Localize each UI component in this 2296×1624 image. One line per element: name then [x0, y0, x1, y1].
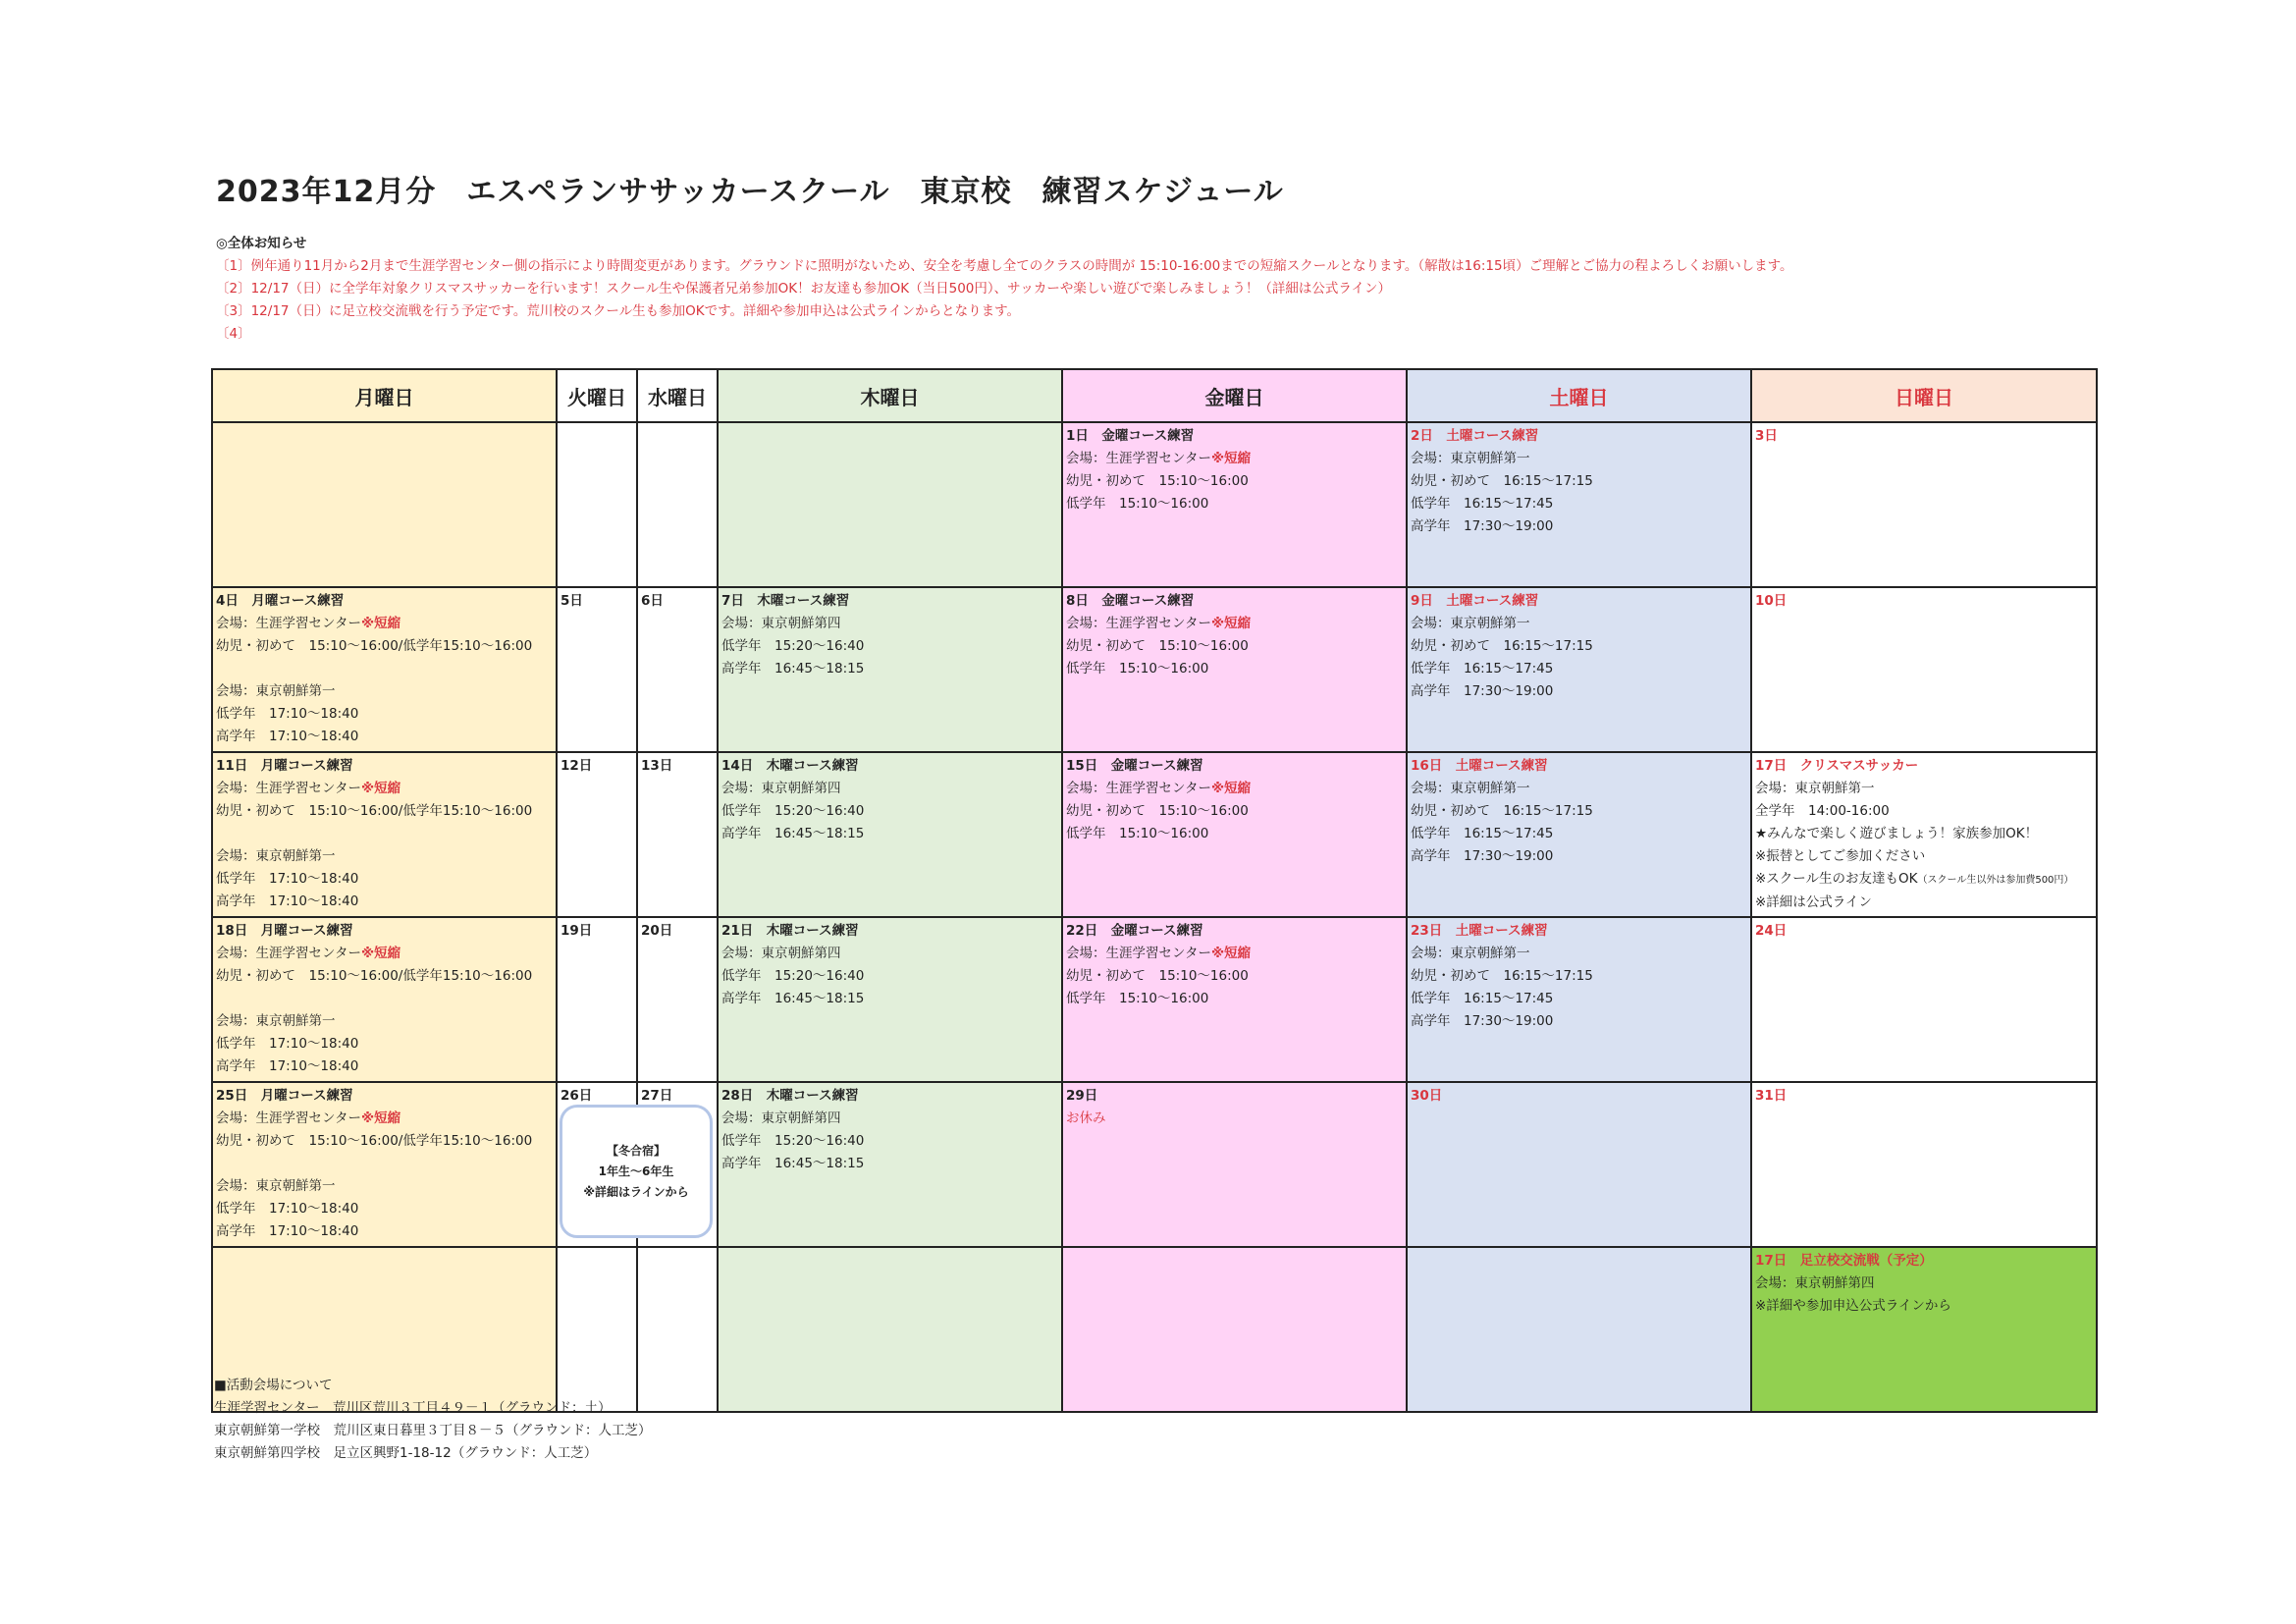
- shortened-badge: ※短縮: [360, 946, 401, 961]
- day-title: 3日: [1755, 428, 1778, 444]
- day-cell-tue: [557, 422, 637, 587]
- schedule-line: 幼児・初めて 16:15〜17:15: [1411, 638, 1593, 654]
- schedule-line: 会場：東京朝鮮第一: [1411, 781, 1530, 796]
- venue-line: [216, 778, 553, 800]
- day-title: 17日 クリスマスサッカー: [1755, 758, 1919, 774]
- venue-header: ■活動会場について: [214, 1378, 333, 1393]
- schedule-line: 高学年 17:10〜18:40: [216, 1058, 359, 1074]
- venue-line: [216, 943, 553, 965]
- schedule-line: 会場：東京朝鮮第一: [216, 1178, 336, 1194]
- schedule-line: 高学年 16:45〜18:15: [721, 661, 865, 677]
- schedule-line: [216, 823, 553, 845]
- day-title: 20日: [641, 923, 673, 939]
- venue-text: 会場：生涯学習センター: [1066, 616, 1211, 631]
- shortened-badge: ※短縮: [1210, 781, 1252, 796]
- schedule-line: 低学年 17:10〜18:40: [216, 1201, 359, 1217]
- venue-text: 会場：生涯学習センター: [216, 781, 361, 796]
- week-row: [212, 752, 2097, 917]
- day-title: 19日: [561, 923, 593, 939]
- day-cell-sun: [1751, 917, 2097, 1082]
- camp-title: 【冬合宿】: [606, 1143, 666, 1158]
- camp-grades: 1年生〜6年生: [598, 1164, 674, 1178]
- day-cell-thu: [718, 587, 1062, 752]
- header-friday: 金曜日: [1062, 369, 1407, 422]
- day-cell-fri: [1062, 917, 1407, 1082]
- day-cell-fri: [1062, 422, 1407, 587]
- schedule-line: 幼児・初めて 16:15〜17:15: [1411, 968, 1593, 984]
- day-title: 11日 月曜コース練習: [216, 758, 353, 774]
- schedule-line: 高学年 17:30〜19:00: [1411, 1013, 1554, 1029]
- day-cell-fri: [1062, 587, 1407, 752]
- day-off-label: お休み: [1066, 1110, 1106, 1126]
- day-title: 9日 土曜コース練習: [1411, 593, 1539, 609]
- schedule-line: 低学年 16:15〜17:45: [1411, 661, 1554, 677]
- header-monday: 月曜日: [212, 369, 557, 422]
- page-title: 2023年12月分 エスペランササッカースクール 東京校 練習スケジュール: [216, 175, 1284, 209]
- day-cell-mon: [212, 917, 557, 1082]
- notices-header: ◎全体お知らせ: [216, 236, 307, 251]
- day-cell-mon: [212, 422, 557, 587]
- schedule-line: ★みんなで楽しく遊びましょう！家族参加OK！: [1755, 826, 2039, 841]
- schedule-line: 幼児・初めて 15:10〜16:00: [1066, 638, 1249, 654]
- schedule-line: 低学年 15:20〜16:40: [721, 1133, 865, 1149]
- schedule-line: 会場：東京朝鮮第四: [721, 781, 841, 796]
- schedule-line: ※詳細や参加申込公式ラインから: [1755, 1298, 1951, 1314]
- schedule-line: 低学年 15:20〜16:40: [721, 968, 865, 984]
- day-title: 23日 土曜コース練習: [1411, 923, 1548, 939]
- schedule-line: 低学年 17:10〜18:40: [216, 706, 359, 722]
- day-cell-wed: [637, 587, 718, 752]
- schedule-line: 低学年 15:10〜16:00: [1066, 991, 1209, 1006]
- schedule-line: 低学年 15:20〜16:40: [721, 803, 865, 819]
- day-cell-wed: [637, 422, 718, 587]
- venue-line: 東京朝鮮第四学校 足立区興野1-18-12（グラウンド：人工芝）: [214, 1445, 598, 1461]
- day-title: 29日: [1066, 1088, 1098, 1104]
- venue-line: [1066, 943, 1403, 965]
- camp-note: ※詳細はラインから: [583, 1184, 689, 1199]
- day-title: 18日 月曜コース練習: [216, 923, 353, 939]
- header-wednesday: 水曜日: [637, 369, 718, 422]
- weekday-header-row: [212, 369, 2097, 422]
- day-title: 8日 金曜コース練習: [1066, 593, 1195, 609]
- schedule-line: [216, 1153, 553, 1175]
- day-cell-sat: [1407, 917, 1751, 1082]
- venue-text: 会場：生涯学習センター: [216, 946, 361, 961]
- day-title: 28日 木曜コース練習: [721, 1088, 859, 1104]
- schedule-line: 会場：東京朝鮮第一: [1411, 451, 1530, 466]
- schedule-line: 低学年 16:15〜17:45: [1411, 496, 1554, 512]
- shortened-badge: ※短縮: [360, 781, 401, 796]
- day-cell-wed: [637, 917, 718, 1082]
- venue-line: 東京朝鮮第一学校 荒川区東日暮里３丁目８－５（グラウンド：人工芝）: [214, 1423, 652, 1438]
- week-row: [212, 422, 2097, 587]
- venue-info: [214, 1375, 652, 1465]
- schedule-line: 高学年 16:45〜18:15: [721, 826, 865, 841]
- schedule-line: 高学年 17:10〜18:40: [216, 729, 359, 744]
- schedule-line: 高学年 17:30〜19:00: [1411, 518, 1554, 534]
- day-cell-tue: [557, 587, 637, 752]
- day-cell-mon: [212, 1082, 557, 1247]
- day-title: 13日: [641, 758, 673, 774]
- day-cell-fri: [1062, 1082, 1407, 1247]
- venue-text: 会場：生涯学習センター: [216, 616, 361, 631]
- day-cell-sat: [1407, 1082, 1751, 1247]
- friend-note: （スクール生以外は参加費500円）: [1917, 875, 2074, 886]
- venue-line: [216, 1108, 553, 1130]
- venue-text: 会場：生涯学習センター: [1066, 451, 1211, 466]
- venue-line: [1066, 613, 1403, 635]
- schedule-line: 会場：東京朝鮮第一: [216, 683, 336, 699]
- day-title: 27日: [641, 1088, 673, 1104]
- shortened-badge: ※短縮: [1210, 946, 1252, 961]
- day-cell-thu: [718, 1082, 1062, 1247]
- day-title: 2日 土曜コース練習: [1411, 428, 1539, 444]
- day-title: 31日: [1755, 1088, 1788, 1104]
- schedule-line: 幼児・初めて 15:10〜16:00/低学年15:10〜16:00: [216, 1133, 533, 1149]
- day-title: 22日 金曜コース練習: [1066, 923, 1203, 939]
- schedule-line: 幼児・初めて 16:15〜17:15: [1411, 473, 1593, 489]
- schedule-line: 低学年 15:10〜16:00: [1066, 826, 1209, 841]
- venue-line: [216, 613, 553, 635]
- schedule-line: 会場：東京朝鮮第一: [1411, 946, 1530, 961]
- day-title: 5日: [561, 593, 583, 609]
- day-cell-sun: [1751, 422, 2097, 587]
- schedule-line: 高学年 17:30〜19:00: [1411, 848, 1554, 864]
- schedule-line: 低学年 15:10〜16:00: [1066, 661, 1209, 677]
- notice-line: 〔4〕: [216, 326, 251, 342]
- week-row: [212, 587, 2097, 752]
- notice-line: 〔2〕12/17（日）に全学年対象クリスマスサッカーを行います！スクール生や保護者兄弟参加OK！お友達も参加OK（当日500円）、サッカーや楽しい遊びで楽しみましょう！（詳細は公式ライン）: [216, 281, 1391, 297]
- header-saturday: 土曜日: [1407, 369, 1751, 422]
- header-thursday: 木曜日: [718, 369, 1062, 422]
- venue-text: 会場：生涯学習センター: [1066, 946, 1211, 961]
- day-title: 30日: [1411, 1088, 1443, 1104]
- day-cell-tue: [557, 917, 637, 1082]
- schedule-line: 幼児・初めて 15:10〜16:00/低学年15:10〜16:00: [216, 638, 533, 654]
- schedule-line: 会場：東京朝鮮第一: [1755, 781, 1875, 796]
- day-cell-mon: [212, 752, 557, 917]
- schedule-line: 会場：東京朝鮮第一: [1411, 616, 1530, 631]
- schedule-line: 会場：東京朝鮮第四: [721, 946, 841, 961]
- venue-line: [1066, 778, 1403, 800]
- venue-text: 会場：生涯学習センター: [216, 1110, 361, 1126]
- schedule-line: 幼児・初めて 15:10〜16:00: [1066, 803, 1249, 819]
- schedule-line: 低学年 17:10〜18:40: [216, 871, 359, 887]
- venue-line: 生涯学習センター 荒川区荒川３丁目４９－１（グラウンド：土）: [214, 1400, 612, 1416]
- winter-camp-box: [560, 1105, 713, 1238]
- schedule-calendar: [211, 368, 2098, 1413]
- day-cell-sun: [1751, 1082, 2097, 1247]
- day-title: 24日: [1755, 923, 1788, 939]
- day-cell-thu: [718, 752, 1062, 917]
- extra-cell-sun: [1751, 1247, 2097, 1412]
- schedule-line: 幼児・初めて 15:10〜16:00/低学年15:10〜16:00: [216, 968, 533, 984]
- schedule-line: 幼児・初めて 15:10〜16:00/低学年15:10〜16:00: [216, 803, 533, 819]
- schedule-line: 全学年 14:00-16:00: [1755, 803, 1890, 819]
- day-cell-sat: [1407, 587, 1751, 752]
- friend-text: ※スクール生のお友達もOK: [1755, 871, 1918, 887]
- schedule-line: 高学年 17:30〜19:00: [1411, 683, 1554, 699]
- day-title: 16日 土曜コース練習: [1411, 758, 1548, 774]
- schedule-line: [1755, 868, 2093, 892]
- schedule-line: 低学年 15:10〜16:00: [1066, 496, 1209, 512]
- shortened-badge: ※短縮: [360, 1110, 401, 1126]
- shortened-badge: ※短縮: [360, 616, 401, 631]
- notice-line: 〔3〕12/17（日）に足立校交流戦を行う予定です。荒川校のスクール生も参加OKです。詳細や参加申込は公式ラインからとなります。: [216, 303, 1021, 319]
- schedule-line: 高学年 16:45〜18:15: [721, 991, 865, 1006]
- header-tuesday: 火曜日: [557, 369, 637, 422]
- day-cell-sat: [1407, 752, 1751, 917]
- schedule-line: ※詳細は公式ライン: [1755, 894, 1872, 910]
- day-cell-wed: [637, 752, 718, 917]
- day-cell-thu: [718, 422, 1062, 587]
- shortened-badge: ※短縮: [1210, 451, 1252, 466]
- extra-cell-fri: [1062, 1247, 1407, 1412]
- day-title: 6日: [641, 593, 664, 609]
- day-title: 4日 月曜コース練習: [216, 593, 345, 609]
- schedule-line: [216, 988, 553, 1010]
- schedule-line: 会場：東京朝鮮第一: [216, 848, 336, 864]
- shortened-badge: ※短縮: [1210, 616, 1252, 631]
- day-title: 17日 足立校交流戦（予定）: [1755, 1253, 1933, 1269]
- extra-cell-sat: [1407, 1247, 1751, 1412]
- week-row: [212, 917, 2097, 1082]
- schedule-line: [216, 658, 553, 680]
- day-title: 25日 月曜コース練習: [216, 1088, 353, 1104]
- day-title: 21日 木曜コース練習: [721, 923, 859, 939]
- header-sunday: 日曜日: [1751, 369, 2097, 422]
- schedule-line: ※振替としてご参加ください: [1755, 848, 1926, 864]
- schedule-line: 幼児・初めて 16:15〜17:15: [1411, 803, 1593, 819]
- day-cell-mon: [212, 587, 557, 752]
- day-title: 15日 金曜コース練習: [1066, 758, 1203, 774]
- extra-cell-thu: [718, 1247, 1062, 1412]
- day-title: 10日: [1755, 593, 1788, 609]
- schedule-line: 会場：東京朝鮮第四: [721, 1110, 841, 1126]
- day-cell-sat: [1407, 422, 1751, 587]
- schedule-line: 会場：東京朝鮮第四: [721, 616, 841, 631]
- notice-line: 〔1〕例年通り11月から2月まで生涯学習センター側の指示により時間変更があります。グラウンドに照明がないため、安全を考慮し全てのクラスの時間が 15:10-16:00までの短縮スクールとなります。（解散は16:15頃）ご理解とご協力の程よろしくお願いします。: [216, 258, 1793, 274]
- day-title: 12日: [561, 758, 593, 774]
- schedule-line: 会場：東京朝鮮第四: [1755, 1275, 1875, 1291]
- day-cell-sun: [1751, 752, 2097, 917]
- schedule-line: 低学年 16:15〜17:45: [1411, 991, 1554, 1006]
- schedule-line: 高学年 17:10〜18:40: [216, 1223, 359, 1239]
- schedule-line: 低学年 16:15〜17:45: [1411, 826, 1554, 841]
- day-cell-fri: [1062, 752, 1407, 917]
- schedule-line: 低学年 17:10〜18:40: [216, 1036, 359, 1052]
- day-title: 14日 木曜コース練習: [721, 758, 859, 774]
- schedule-line: 会場：東京朝鮮第一: [216, 1013, 336, 1029]
- day-title: 1日 金曜コース練習: [1066, 428, 1195, 444]
- venue-text: 会場：生涯学習センター: [1066, 781, 1211, 796]
- schedule-line: 幼児・初めて 15:10〜16:00: [1066, 473, 1249, 489]
- schedule-line: 高学年 17:10〜18:40: [216, 893, 359, 909]
- schedule-line: 幼児・初めて 15:10〜16:00: [1066, 968, 1249, 984]
- venue-line: [1066, 448, 1403, 470]
- day-title: 26日: [561, 1088, 593, 1104]
- day-cell-tue: [557, 752, 637, 917]
- day-title: 7日 木曜コース練習: [721, 593, 850, 609]
- day-cell-thu: [718, 917, 1062, 1082]
- schedule-line: 高学年 16:45〜18:15: [721, 1156, 865, 1171]
- week-row: [212, 1082, 2097, 1247]
- schedule-line: 低学年 15:20〜16:40: [721, 638, 865, 654]
- day-cell-sun: [1751, 587, 2097, 752]
- notices: [216, 233, 1793, 346]
